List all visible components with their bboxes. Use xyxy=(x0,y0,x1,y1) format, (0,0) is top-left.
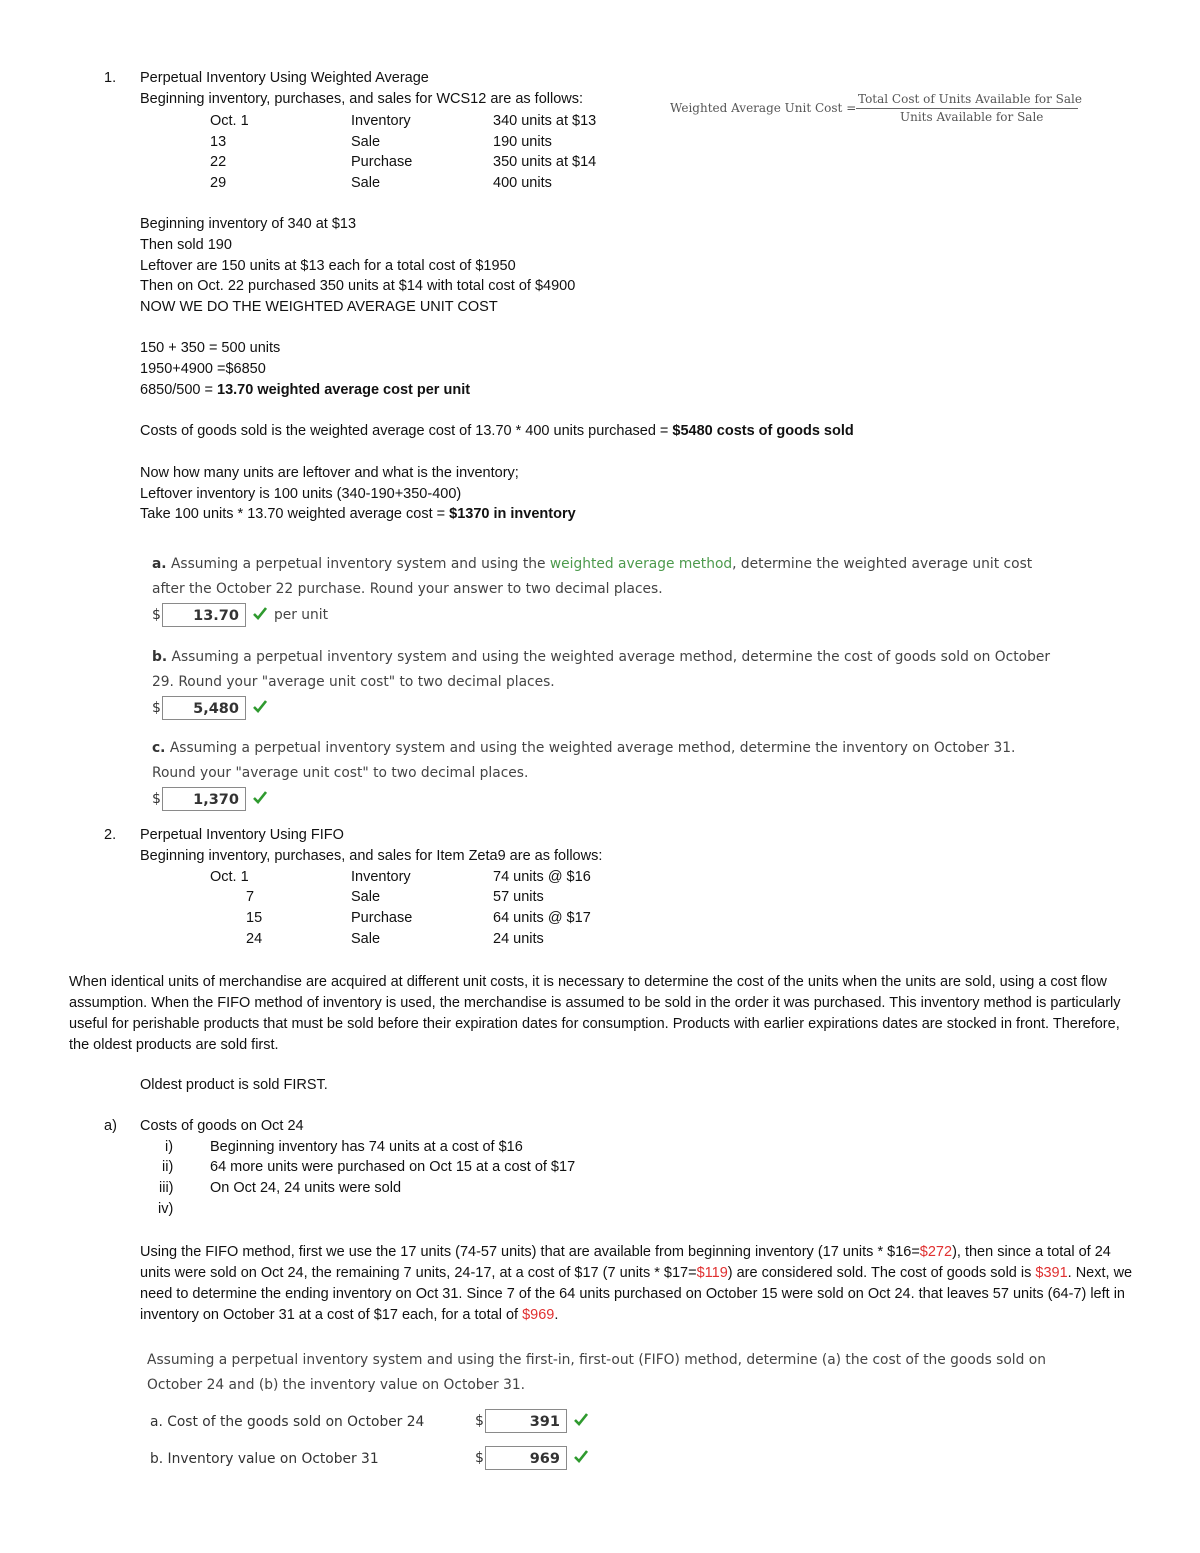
fifo-solution-paragraph xyxy=(140,1242,1140,1326)
work-line: NOW WE DO THE WEIGHTED AVERAGE UNIT COST xyxy=(140,299,498,315)
question-a-label: a. xyxy=(152,556,167,572)
answer-c-row xyxy=(152,787,267,811)
question-a-text-post: , determine the weighted average unit cost xyxy=(732,556,1033,572)
answer-cogs-label: a. Cost of the goods sold on October 24 xyxy=(150,1414,425,1430)
section2-intro: Beginning inventory, purchases, and sales for Item Zeta9 are as follows: xyxy=(140,848,603,864)
answer-a-suffix: per unit xyxy=(274,607,329,623)
fifo-explanation: When identical units of merchandise are acquired at different unit costs, it is necessary to determine the cost of the units when the units are sold, using a cost flow assumption. When the FIFO method of inventory is used, the merchandise is assumed to be sold in the order it was purchased. This inventory method is particularly useful for perishable products that must be sold before their expiration dates for consumption. Products with earlier expirations dates are stocked in front. Therefore, the oldest products are sold first. xyxy=(69,974,1121,1053)
work-line: Beginning inventory of 340 at $13 xyxy=(140,216,357,232)
checkmark-icon xyxy=(253,791,267,808)
inventory-leftover: Leftover inventory is 100 units (340-190+350-400) xyxy=(140,486,462,502)
section1-intro: Beginning inventory, purchases, and sales for WCS12 are as follows: xyxy=(140,91,584,107)
table-cell-type: Purchase xyxy=(351,910,413,926)
list-num: i) xyxy=(165,1139,174,1155)
question-a-line1 xyxy=(152,556,1032,572)
average-cost-line xyxy=(140,382,470,398)
section1-number: 1. xyxy=(104,70,117,86)
fifo-text: Using the FIFO method, first we use the 17 units (74-57 units) that are available from beginning inventory (17 units * $16= xyxy=(140,1244,920,1260)
work-line: 1950+4900 =$6850 xyxy=(140,361,266,377)
formula-fraction-bar xyxy=(856,108,1078,109)
formula-lhs: Weighted Average Unit Cost = xyxy=(670,101,857,115)
checkmark-icon xyxy=(574,1413,588,1430)
table-cell-date: 24 xyxy=(246,931,263,947)
work-line: 150 + 350 = 500 units xyxy=(140,340,281,356)
fifo-text: ) are considered sold. The cost of goods sold is xyxy=(727,1265,1036,1281)
answer-inventory-label: b. Inventory value on October 31 xyxy=(150,1451,379,1467)
weighted-average-method-link[interactable]: weighted average method xyxy=(549,556,733,572)
cogs-result: $5480 costs of goods sold xyxy=(672,423,854,439)
list-item: 64 more units were purchased on Oct 15 at a cost of $17 xyxy=(210,1159,576,1175)
fifo-question-line1: Assuming a perpetual inventory system and using the first-in, first-out (FIFO) method, determine (a) the cost of the goods sold on xyxy=(147,1352,1046,1368)
table-cell-type: Sale xyxy=(351,889,381,905)
fifo-text: ), then since a total of 24 units were sold on Oct 24, the remaining 7 units, 24-17, at a cost of $17 (7 units * $17= xyxy=(140,1244,1111,1281)
table-cell-detail: 400 units xyxy=(493,175,552,191)
list-item: On Oct 24, 24 units were sold xyxy=(210,1180,402,1196)
question-c-text: Assuming a perpetual inventory system and using the weighted average method, determine the inventory on October 31. xyxy=(169,740,1016,756)
list-num: ii) xyxy=(162,1159,174,1175)
answer-a-input[interactable]: 13.70 xyxy=(162,603,246,627)
table-cell-detail: 350 units at $14 xyxy=(493,154,597,170)
table-cell-type: Sale xyxy=(351,931,381,947)
table-cell-detail: 24 units xyxy=(493,931,544,947)
table-cell-detail: 57 units xyxy=(493,889,544,905)
table-cell-type: Inventory xyxy=(351,869,411,885)
question-a-line2: after the October 22 purchase. Round your answer to two decimal places. xyxy=(152,581,663,597)
section2-number: 2. xyxy=(104,827,117,843)
fifo-value-969: $969 xyxy=(522,1307,555,1323)
currency-symbol: $ xyxy=(152,607,161,623)
average-cost-result: 13.70 weighted average cost per unit xyxy=(217,382,471,398)
cogs-line xyxy=(140,423,854,439)
work-line: Leftover are 150 units at $13 each for a total cost of $1950 xyxy=(140,258,516,274)
table-cell-date: Oct. 1 xyxy=(210,869,249,885)
answer-inventory-input[interactable]: 969 xyxy=(485,1446,567,1470)
answer-cogs-row xyxy=(475,1409,588,1433)
section2-title: Perpetual Inventory Using FIFO xyxy=(140,827,344,843)
currency-symbol: $ xyxy=(152,700,161,716)
fifo-value-272: $272 xyxy=(919,1244,953,1260)
table-cell-type: Sale xyxy=(351,134,381,150)
answer-a-row xyxy=(152,603,328,627)
table-cell-detail: 340 units at $13 xyxy=(493,113,597,129)
question-a-text-pre: Assuming a perpetual inventory system and using the xyxy=(170,556,550,572)
table-cell-detail: 74 units @ $16 xyxy=(493,869,591,885)
fifo-question-line2: October 24 and (b) the inventory value on October 31. xyxy=(147,1377,526,1393)
table-cell-date: Oct. 1 xyxy=(210,113,249,129)
answer-c-input[interactable]: 1,370 xyxy=(162,787,246,811)
list-num: iv) xyxy=(158,1201,174,1217)
oldest-product-note: Oldest product is sold FIRST. xyxy=(140,1077,328,1093)
inventory-question: Now how many units are leftover and what is the inventory; xyxy=(140,465,519,481)
table-cell-type: Sale xyxy=(351,175,381,191)
inventory-total-prefix: Take 100 units * 13.70 weighted average cost = xyxy=(140,506,450,522)
formula-numerator: Total Cost of Units Available for Sale xyxy=(858,92,1082,106)
answer-b-input[interactable]: 5,480 xyxy=(162,696,246,720)
section1-title: Perpetual Inventory Using Weighted Average xyxy=(140,70,429,86)
table-cell-date: 29 xyxy=(210,175,227,191)
work-line: Then on Oct. 22 purchased 350 units at $14 with total cost of $4900 xyxy=(140,278,576,294)
cogs-prefix: Costs of goods sold is the weighted average cost of 13.70 * 400 units purchased = xyxy=(140,423,673,439)
table-cell-type: Purchase xyxy=(351,154,413,170)
checkmark-icon xyxy=(574,1450,588,1467)
table-cell-detail: 64 units @ $17 xyxy=(493,910,591,926)
formula-denominator: Units Available for Sale xyxy=(900,110,1044,124)
question-b-line2: 29. Round your "average unit cost" to two decimal places. xyxy=(152,674,555,690)
checkmark-icon xyxy=(253,700,267,717)
table-cell-detail: 190 units xyxy=(493,134,552,150)
answer-cogs-input[interactable]: 391 xyxy=(485,1409,567,1433)
inventory-total-line xyxy=(140,506,576,522)
question-b-label: b. xyxy=(152,649,168,665)
work-line: Then sold 190 xyxy=(140,237,232,253)
table-cell-date: 22 xyxy=(210,154,227,170)
part-a-label: a) xyxy=(104,1118,117,1134)
question-b-text: Assuming a perpetual inventory system and using the weighted average method, determine the cost of goods sold on October xyxy=(171,649,1051,665)
answer-b-row xyxy=(152,696,267,720)
list-num: iii) xyxy=(159,1180,174,1196)
currency-symbol: $ xyxy=(475,1450,484,1466)
part-a-title: Costs of goods on Oct 24 xyxy=(140,1118,304,1134)
table-cell-type: Inventory xyxy=(351,113,411,129)
question-c-label: c. xyxy=(152,740,166,756)
question-c-line2: Round your "average unit cost" to two decimal places. xyxy=(152,765,529,781)
answer-inventory-row xyxy=(475,1446,588,1470)
question-c-line1 xyxy=(152,740,1015,756)
currency-symbol: $ xyxy=(152,791,161,807)
fifo-text: . xyxy=(554,1307,559,1323)
fifo-value-119: $119 xyxy=(696,1265,728,1281)
fifo-value-391: $391 xyxy=(1035,1265,1068,1281)
average-cost-prefix: 6850/500 = xyxy=(140,382,218,398)
table-cell-date: 13 xyxy=(210,134,227,150)
currency-symbol: $ xyxy=(475,1413,484,1429)
table-cell-date: 15 xyxy=(246,910,263,926)
fifo-text: . Next, we need to determine the ending inventory on Oct 31. Since 7 of the 64 units purchased on October 15 were sold on Oct 24. that leaves 57 units (64-7) left in inventory on October 31 at a cost of $17 each, for a total of xyxy=(140,1265,1133,1323)
table-cell-date: 7 xyxy=(246,889,255,905)
inventory-total-result: $1370 in inventory xyxy=(449,506,576,522)
list-item: Beginning inventory has 74 units at a cost of $16 xyxy=(210,1139,523,1155)
question-b-line1 xyxy=(152,649,1050,665)
checkmark-icon xyxy=(253,607,267,624)
